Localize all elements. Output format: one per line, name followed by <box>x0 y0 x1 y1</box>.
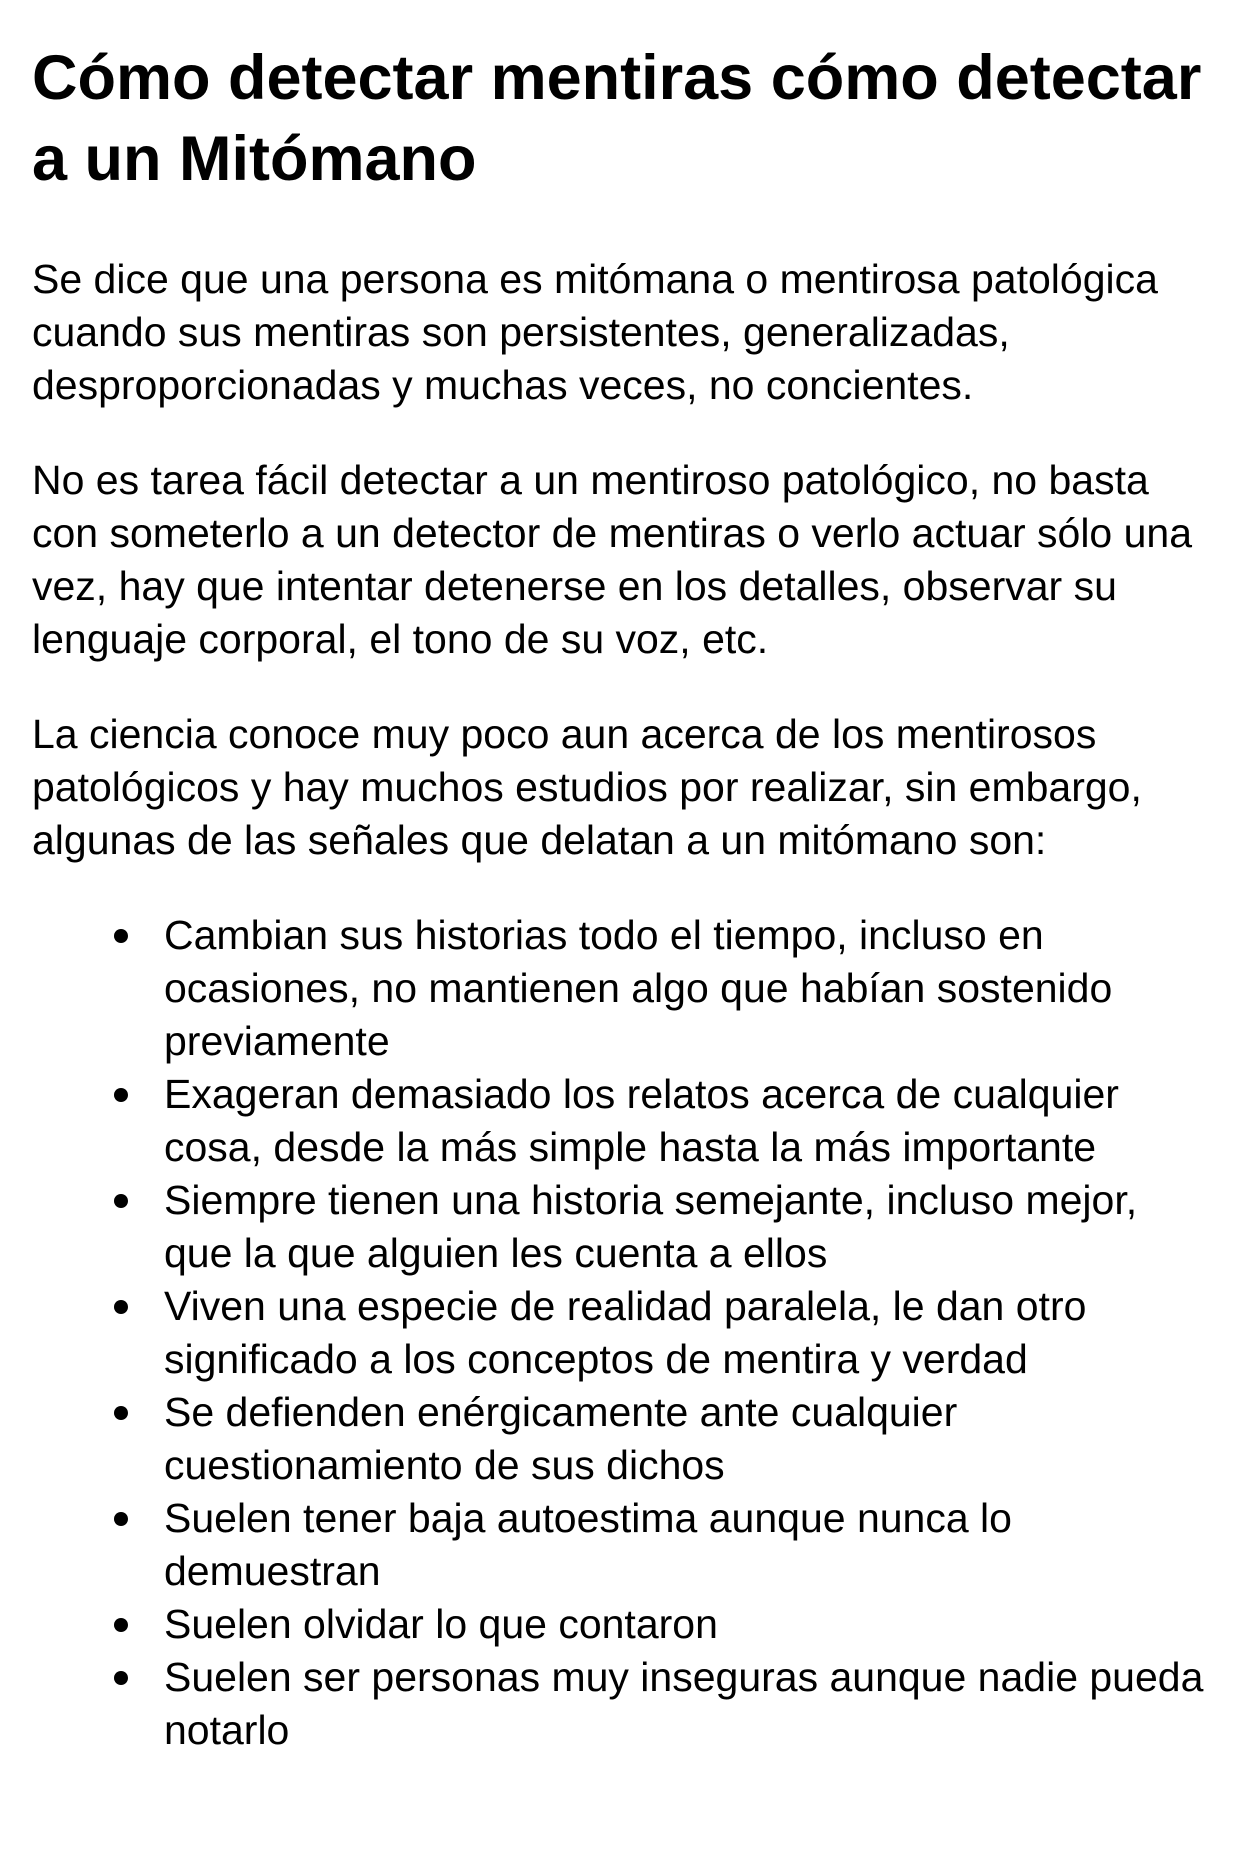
intro-paragraph: Se dice que una persona es mitómana o mentirosa patológica cuando sus mentiras son persistentes, generalizadas, desproporcionadas y muchas veces, no concientes. <box>32 256 1158 408</box>
list-item <box>32 1492 1206 1598</box>
detection-paragraph: No es tarea fácil detectar a un mentiroso patológico, no basta con someterlo a un detector de mentiras o verlo actuar sólo una vez, hay que intentar detenerse en los detalles, observar su lenguaje corporal, el tono de su voz, etc. <box>32 457 1193 662</box>
list-item-text: Suelen tener baja autoestima aunque nunca lo demuestran <box>164 1495 1012 1594</box>
bullet-icon <box>114 1406 128 1420</box>
list-item-text: Cambian sus historias todo el tiempo, incluso en ocasiones, no mantienen algo que habían sostenido previamente <box>164 912 1113 1064</box>
bullet-icon <box>114 1300 128 1314</box>
list-item-text: Exageran demasiado los relatos acerca de cualquier cosa, desde la más simple hasta la más importante <box>164 1071 1119 1170</box>
bullet-icon <box>114 1618 128 1632</box>
article-title: Cómo detectar mentiras cómo detectar a un Mitómano <box>32 43 1202 194</box>
list-item <box>32 1280 1206 1386</box>
list-item-text: Siempre tienen una historia semejante, incluso mejor, que la que alguien les cuenta a ellos <box>164 1177 1138 1276</box>
list-item <box>32 1651 1206 1757</box>
list-item <box>32 1174 1206 1280</box>
bullet-icon <box>114 1088 128 1102</box>
bullet-icon <box>114 1512 128 1526</box>
bullet-icon <box>114 1671 128 1685</box>
list-item <box>32 1068 1206 1174</box>
list-item <box>32 1598 1206 1651</box>
list-item-text: Suelen olvidar lo que contaron <box>164 1601 718 1647</box>
list-item <box>32 909 1206 1068</box>
bullet-icon <box>114 929 128 943</box>
list-item <box>32 1386 1206 1492</box>
list-item-text: Suelen ser personas muy inseguras aunque nadie pueda notarlo <box>164 1654 1204 1753</box>
science-paragraph: La ciencia conoce muy poco aun acerca de los mentirosos patológicos y hay muchos estudios por realizar, sin embargo, algunas de las señales que delatan a un mitómano son: <box>32 711 1142 863</box>
list-item-text: Se defienden enérgicamente ante cualquier cuestionamiento de sus dichos <box>164 1389 958 1488</box>
signs-list <box>32 909 1206 1757</box>
bullet-icon <box>114 1194 128 1208</box>
list-item-text: Viven una especie de realidad paralela, le dan otro significado a los conceptos de mentira y verdad <box>164 1283 1087 1382</box>
